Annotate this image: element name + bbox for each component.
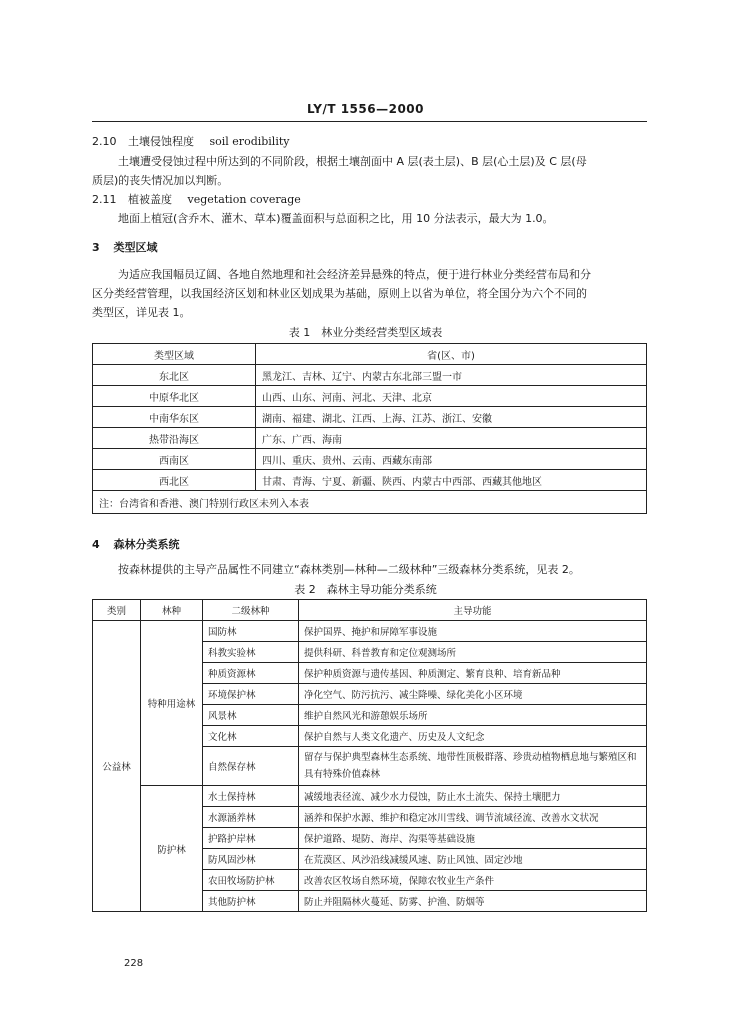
table-cell: 山西、山东、河南、河北、天津、北京 xyxy=(256,386,647,407)
clause-2-10-heading xyxy=(92,134,289,149)
table-cell: 黑龙江、吉林、辽宁、内蒙古东北部三盟一市 xyxy=(256,365,647,386)
table-cell: 提供科研、科普教育和定位观测场所 xyxy=(299,642,647,663)
table-header-cell: 林种 xyxy=(141,600,203,621)
table-1 xyxy=(92,343,647,514)
table-cell: 广东、广西、海南 xyxy=(256,428,647,449)
table-cell: 净化空气、防污抗污、减尘降噪、绿化美化小区环境 xyxy=(299,684,647,705)
table-header-row xyxy=(93,344,647,365)
section-4-heading xyxy=(92,537,180,552)
table-row xyxy=(93,786,647,807)
table-cell: 西北区 xyxy=(93,470,256,491)
table-2 xyxy=(92,599,647,912)
table-cell: 国防林 xyxy=(203,621,299,642)
table-row xyxy=(93,470,647,491)
table-cell: 护路护岸林 xyxy=(203,828,299,849)
table-row xyxy=(93,407,647,428)
table-cell: 农田牧场防护林 xyxy=(203,870,299,891)
clause-2-11-heading xyxy=(92,192,301,207)
table-row xyxy=(93,428,647,449)
section-number: 4 xyxy=(92,538,100,551)
table-row xyxy=(93,449,647,470)
table-cell: 改善农区牧场自然环境，保障农牧业生产条件 xyxy=(299,870,647,891)
table-cell: 在荒漠区、风沙沿线减缓风速、防止风蚀、固定沙地 xyxy=(299,849,647,870)
table-header-cell: 类型区域 xyxy=(93,344,256,365)
clause-title: 植被盖度 xyxy=(128,193,172,206)
table-cell: 四川、重庆、贵州、云南、西藏东南部 xyxy=(256,449,647,470)
table-cell: 减缓地表径流、减少水力侵蚀，防止水土流失、保持土壤肥力 xyxy=(299,786,647,807)
running-header: LY/T 1556—2000 xyxy=(306,102,424,116)
table-cell: 留存与保护典型森林生态系统、地带性顶极群落、珍贵动植物栖息地与繁殖区和具有特殊价值森林 xyxy=(299,747,647,786)
table-cell: 防风固沙林 xyxy=(203,849,299,870)
clause-number: 2.11 xyxy=(92,193,117,206)
category-cell: 公益林 xyxy=(93,621,141,912)
table-cell: 风景林 xyxy=(203,705,299,726)
clause-title-en: soil erodibility xyxy=(209,135,290,148)
table-cell: 文化林 xyxy=(203,726,299,747)
table-header-cell: 二级林种 xyxy=(203,600,299,621)
table-2-caption: 表 2 森林主导功能分类系统 xyxy=(294,583,437,596)
table-cell: 其他防护林 xyxy=(203,891,299,912)
table-cell: 种质资源林 xyxy=(203,663,299,684)
page-number: 228 xyxy=(124,958,144,969)
table-row xyxy=(93,621,647,642)
table-row xyxy=(93,386,647,407)
forest-type-cell: 特种用途林 xyxy=(141,621,203,786)
clause-title-en: vegetation coverage xyxy=(187,193,301,206)
table-header-cell: 类别 xyxy=(93,600,141,621)
table-cell: 保护道路、堤防、海岸、沟渠等基础设施 xyxy=(299,828,647,849)
clause-title: 土壤侵蚀程度 xyxy=(128,135,194,148)
table-cell: 环境保护林 xyxy=(203,684,299,705)
table-cell: 西南区 xyxy=(93,449,256,470)
section-4-text: 按森林提供的主导产品属性不同建立“森林类别—林种—二级林种”三级森林分类系统，见表 2。 xyxy=(118,563,580,576)
table-cell: 自然保存林 xyxy=(203,747,299,786)
table-header-cell: 省(区、市) xyxy=(256,344,647,365)
table-header-cell: 主导功能 xyxy=(299,600,647,621)
section-number: 3 xyxy=(92,241,100,254)
section-3-line-3: 类型区，详见表 1。 xyxy=(92,306,191,319)
section-3-line-1: 为适应我国幅员辽阔、各地自然地理和社会经济差异悬殊的特点，便于进行林业分类经营布局和分 xyxy=(118,268,591,281)
table-note-row xyxy=(93,491,647,514)
table-cell: 保护自然与人类文化遗产、历史及人文纪念 xyxy=(299,726,647,747)
table-cell: 防止并阻隔林火蔓延、防雾、护渔、防烟等 xyxy=(299,891,647,912)
table-row xyxy=(93,365,647,386)
table-header-row xyxy=(93,600,647,621)
table-cell: 涵养和保护水源、维护和稳定冰川雪线、调节流域径流、改善水文状况 xyxy=(299,807,647,828)
table-cell: 保护国界、掩护和屏障军事设施 xyxy=(299,621,647,642)
clause-number: 2.10 xyxy=(92,135,117,148)
table-cell: 甘肃、青海、宁夏、新疆、陕西、内蒙古中西部、西藏其他地区 xyxy=(256,470,647,491)
table-cell: 热带沿海区 xyxy=(93,428,256,449)
table-cell: 东北区 xyxy=(93,365,256,386)
clause-2-11-text: 地面上植冠(含乔木、灌木、草本)覆盖面积与总面积之比，用 10 分法表示，最大为 1.0。 xyxy=(118,212,554,225)
header-rule xyxy=(92,121,647,122)
section-3-heading xyxy=(92,240,158,255)
table-cell: 中原华北区 xyxy=(93,386,256,407)
table-cell: 保护种质资源与遗传基因、种质测定、繁育良种、培育新品种 xyxy=(299,663,647,684)
table-1-caption: 表 1 林业分类经营类型区域表 xyxy=(288,326,443,339)
clause-2-10-line-1: 土壤遭受侵蚀过程中所达到的不同阶段，根据土壤剖面中 A 层(表土层)、B 层(心土层)及 C 层(母 xyxy=(118,155,587,168)
table-cell: 中南华东区 xyxy=(93,407,256,428)
clause-2-10-line-2: 质层)的丧失情况加以判断。 xyxy=(92,174,229,187)
section-title: 类型区域 xyxy=(113,241,158,254)
table-cell: 水源涵养林 xyxy=(203,807,299,828)
section-title: 森林分类系统 xyxy=(113,538,180,551)
table-cell: 科教实验林 xyxy=(203,642,299,663)
forest-type-cell: 防护林 xyxy=(141,786,203,912)
table-cell: 水土保持林 xyxy=(203,786,299,807)
table-cell: 湖南、福建、湖北、江西、上海、江苏、浙江、安徽 xyxy=(256,407,647,428)
section-3-line-2: 区分类经营管理，以我国经济区划和林业区划成果为基础，原则上以省为单位，将全国分为六个不同的 xyxy=(92,287,587,300)
table-cell: 维护自然风光和游憩娱乐场所 xyxy=(299,705,647,726)
table-note: 注：台湾省和香港、澳门特别行政区未列入本表 xyxy=(93,491,647,514)
